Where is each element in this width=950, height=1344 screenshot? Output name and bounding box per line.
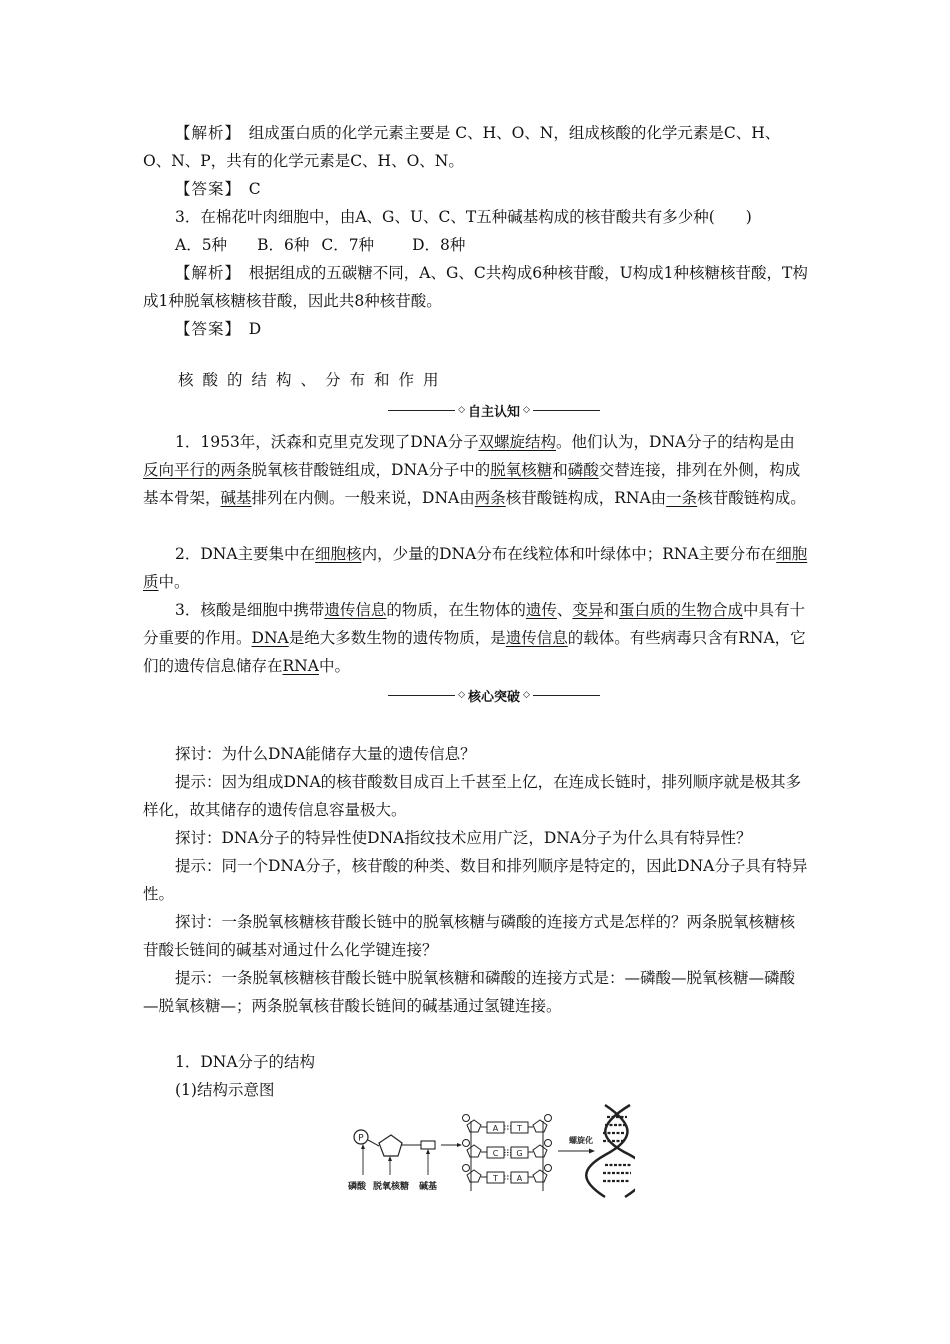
core-hint-3: 提示：一条脱氧核糖核苷酸长链中脱氧核糖和磷酸的连接方式是：—磷酸—脱氧核糖—磷酸—脱氧核糖—；两条脱氧核苷酸长链间的碱基通过氢键连接。	[143, 969, 796, 1015]
q2-answer	[143, 175, 808, 203]
answer-value: D	[248, 320, 262, 338]
section-title: 核酸的结构、分布和作用	[178, 371, 448, 389]
option-a: A．5种	[175, 236, 228, 254]
diamond-icon: ◇	[523, 405, 530, 415]
label-deoxyribose: 脱氧核糖	[373, 1182, 410, 1192]
core-label: 核心突破	[468, 689, 521, 705]
structure-subheading: (1)结构示意图	[175, 1081, 275, 1099]
answer-label: 【答案】	[175, 180, 234, 198]
diamond-icon: ◇	[458, 405, 465, 415]
q2-analysis	[143, 119, 808, 175]
core-hint-1: 提示：因为组成DNA的核苷酸数目成百上千甚至上亿，在连成长链时，排列顺序就是极其多样化，故其储存的遗传信息容量极大。	[143, 773, 802, 819]
self-study-divider	[388, 399, 600, 421]
helix-arrow	[558, 1135, 595, 1154]
option-b: B．6种	[257, 236, 310, 254]
label-base: 碱基	[419, 1182, 438, 1192]
deoxyribose-pentagon	[379, 1135, 402, 1156]
q3-answer	[143, 315, 808, 343]
option-c: C．7种	[321, 236, 375, 254]
base-g: G	[516, 1149, 523, 1158]
core-hint-2: 提示：同一个DNA分子，核苷酸的种类、数目和排列顺序是特定的，因此DNA分子具有特异性。	[143, 857, 808, 903]
base-c: C	[492, 1149, 499, 1158]
answer-value: C	[248, 180, 261, 198]
analysis-label: 【解析】	[175, 124, 234, 142]
phosphate-symbol: P	[358, 1133, 364, 1144]
q3-options	[143, 231, 808, 259]
core-question-1: 探讨：为什么DNA能储存大量的遗传信息？	[175, 745, 476, 763]
core-question-3: 探讨：一条脱氧核糖核苷酸长链中的脱氧核糖与磷酸的连接方式是怎样的？两条脱氧核糖核苷酸长链间的碱基对通过什么化学键连接？	[143, 913, 796, 959]
base-a2: A	[516, 1174, 523, 1183]
analysis-text: 组成蛋白质的化学元素主要是 C、H、O、N，组成核酸的化学元素是C、H、O、N、P，共有的化学元素是C、H、O、N。	[143, 124, 781, 170]
option-d: D．8种	[412, 236, 466, 254]
q3-question: 3．在棉花叶肉细胞中，由A、G、U、C、T五种碱基构成的核苷酸共有多少种( )	[175, 208, 752, 226]
nucleotide-unit	[348, 1130, 437, 1192]
double-strand	[463, 1115, 552, 1192]
structure-heading: 1．DNA分子的结构	[175, 1053, 316, 1071]
analysis-text: 根据组成的五碳糖不同，A、G、C共构成6种核苷酸，U构成1种核糖核苷酸，T构成1种脱氧核糖核苷酸，因此共8种核苷酸。	[143, 264, 808, 310]
self-study-label: 自主认知	[468, 404, 521, 420]
helix-label: 螺旋化	[569, 1136, 593, 1145]
base-t2: T	[493, 1174, 498, 1183]
arrow-to-strands	[441, 1143, 462, 1147]
diamond-icon: ◇	[523, 690, 530, 700]
self-study-p1: 1．1953年，沃森和克里克发现了DNA分子双螺旋结构。他们认为，DNA分子的结构是由反向平行的两条脱氧核苷酸链组成，DNA分子中的脱氧核糖和磷酸交替连接，排列在外侧，构成基本骨架，碱基排列在内侧。一般来说，DNA由两条核苷酸链构成，RNA由一条核苷酸链构成。	[143, 433, 806, 507]
q3-analysis	[143, 259, 808, 315]
answer-label: 【答案】	[175, 320, 234, 338]
label-phosphate: 磷酸	[348, 1182, 367, 1192]
self-study-p3: 3．核酸是细胞中携带遗传信息的物质，在生物体的遗传、变异和蛋白质的生物合成中具有十分重要的作用。DNA是绝大多数生物的遗传物质，是遗传信息的载体。有些病毒只含有RNA，它们的遗传信息储存在RNA中。	[143, 601, 806, 675]
core-question-2: 探讨：DNA分子的特异性使DNA指纹技术应用广泛，DNA分子为什么具有特异性？	[175, 829, 752, 847]
base-rect	[421, 1141, 435, 1149]
dna-structure-diagram	[345, 1103, 635, 1199]
self-study-p2: 2．DNA主要集中在细胞核内，少量的DNA分布在线粒体和叶绿体中；RNA主要分布在细胞质中。	[143, 545, 808, 591]
base-a: A	[492, 1124, 499, 1133]
diamond-icon: ◇	[458, 690, 465, 700]
analysis-label: 【解析】	[175, 264, 234, 282]
base-t: T	[517, 1124, 522, 1133]
core-divider	[388, 684, 600, 706]
